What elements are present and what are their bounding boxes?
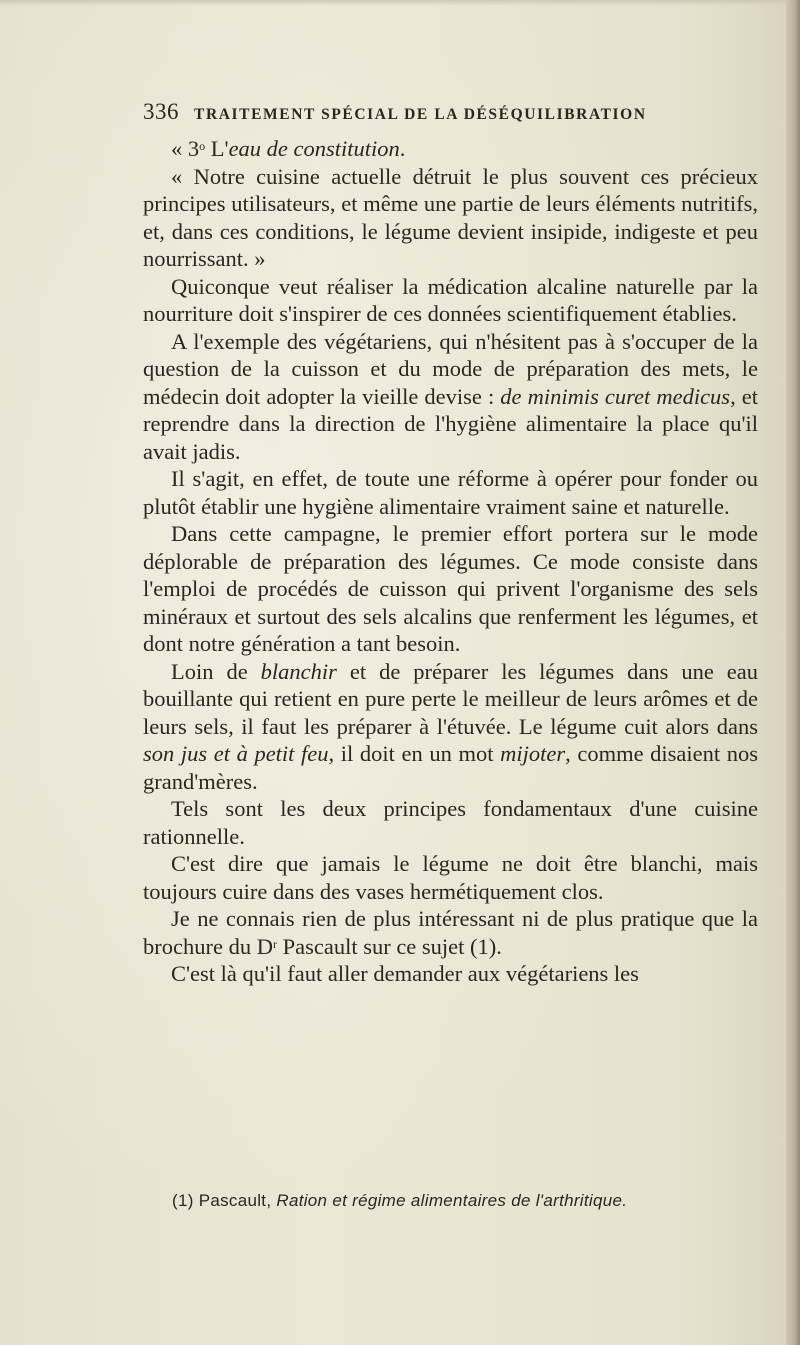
footnote-marker: (1): [172, 1191, 194, 1210]
paragraph: A l'exemple des végétariens, qui n'hésitent pas à s'occuper de la question de la cuisson et du mode de préparation des mets, le médecin doit adopter la vieille devise : de minimis curet medicus, et reprendre dans la direction de l'hygiène alimentaire la place qu'il avait jadis.: [143, 328, 758, 464]
paragraph-heading: « 3$^o$ L'eau de constitution.: [171, 136, 406, 161]
paragraph: Tels sont les deux principes fondamentaux d'une cuisine rationnelle.: [143, 796, 758, 849]
paragraph: Je ne connais rien de plus intéressant ni de plus pratique que la brochure du $D^r$ Pascault sur ce sujet (1).: [143, 906, 758, 959]
running-title: TRAITEMENT SPÉCIAL DE LA DÉSÉQUILIBRATION: [194, 106, 647, 123]
page-binding-edge: [786, 0, 800, 1345]
running-header: [143, 99, 758, 129]
paragraph: Quiconque veut réaliser la médication alcaline naturelle par la nourriture doit s'inspirer de ces données scientifiquement établies.: [143, 273, 758, 326]
page-number: 336: [143, 99, 179, 124]
paragraph: C'est dire que jamais le légume ne doit être blanchi, mais toujours cuire dans des vases hermétiquement clos.: [143, 851, 758, 904]
page-top-edge: [0, 0, 800, 6]
footnote-title: Ration et régime alimentaires de l'arthritique.: [276, 1191, 628, 1210]
footnote: [172, 1190, 772, 1212]
paragraph: C'est là qu'il faut aller demander aux végétariens les: [171, 961, 639, 986]
paragraph: Il s'agit, en effet, de toute une réforme à opérer pour fonder ou plutôt établir une hygiène alimentaire vraiment saine et naturelle.: [143, 466, 758, 519]
body-text: [143, 135, 758, 988]
footnote-author: Pascault,: [193, 1191, 277, 1210]
paragraph: « Notre cuisine actuelle détruit le plus souvent ces précieux principes utilisateurs, et même une partie de leurs éléments nutritifs, et, dans ces conditions, le légume devient insipide, indigeste et peu nourrissant. »: [143, 163, 758, 271]
paragraph: Loin de blanchir et de préparer les légumes dans une eau bouillante qui retient en pure perte le meilleur de leurs arômes et de leurs sels, il faut les préparer à l'étuvée. Le légume cuit alors dans son jus et à petit feu, il doit en un mot mijoter, comme disaient nos grand'mères.: [143, 658, 759, 794]
paragraph: Dans cette campagne, le premier effort portera sur le mode déplorable de préparation des légumes. Ce mode consiste dans l'emploi de procédés de cuisson qui privent l'organisme des sels minéraux et surtout des sels alcalins que renferment les légumes, et dont notre génération a tant besoin.: [143, 521, 758, 656]
